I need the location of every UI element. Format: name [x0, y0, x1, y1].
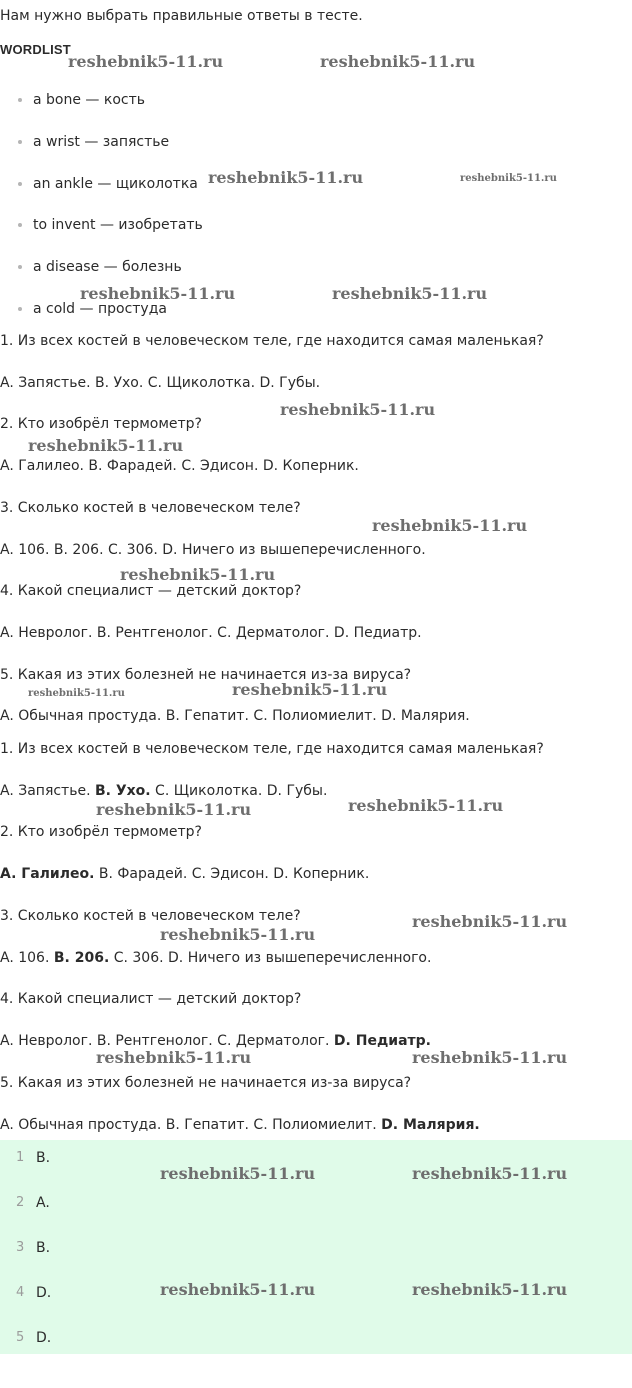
watermark: reshebnik5-11.ru [120, 565, 276, 584]
answer-number: 1 [16, 1150, 25, 1165]
watermark: reshebnik5-11.ru [28, 436, 184, 455]
watermark: reshebnik5-11.ru [412, 1048, 568, 1067]
watermark: reshebnik5-11.ru [348, 796, 504, 815]
question-text: 4. Какой специалист — детский доктор? [0, 583, 302, 599]
correct-answer: D. Педиатр. [333, 1033, 431, 1049]
answered-options: A. Запястье. B. Ухо. C. Щиколотка. D. Губы. [0, 783, 328, 799]
answer-number: 4 [16, 1285, 25, 1300]
wordlist-item: an ankle — щиколотка [18, 174, 198, 194]
watermark: reshebnik5-11.ru [160, 1280, 316, 1299]
bullet-icon [18, 182, 22, 186]
bullet-icon [18, 98, 22, 102]
wordlist-item: a cold — простуда [18, 299, 167, 319]
correct-answer: B. 206. [53, 950, 110, 966]
answered-question-text: 1. Из всех костей в человеческом теле, где находится самая маленькая? [0, 741, 544, 757]
answer-value: D. [36, 1285, 52, 1301]
answered-question-text: 4. Какой специалист — детский доктор? [0, 991, 302, 1007]
question-options: A. Невролог. B. Рентгенолог. C. Дерматолог. D. Педиатр. [0, 625, 422, 641]
watermark: reshebnik5-11.ru [160, 1164, 316, 1183]
watermark: reshebnik5-11.ru [280, 400, 436, 419]
correct-answer: D. Малярия. [381, 1117, 480, 1133]
answer-value: A. [36, 1195, 50, 1211]
watermark: reshebnik5-11.ru [68, 52, 224, 71]
answer-value: B. [36, 1150, 51, 1166]
question-text: 1. Из всех костей в человеческом теле, где находится самая маленькая? [0, 333, 544, 349]
answer-value: B. [36, 1240, 51, 1256]
answered-options: A. Галилео. B. Фарадей. C. Эдисон. D. Коперник. [0, 866, 370, 882]
answered-question-text: 2. Кто изобрёл термометр? [0, 824, 202, 840]
wordlist-item: to invent — изобретать [18, 215, 203, 235]
answered-options: A. Невролог. B. Рентгенолог. C. Дерматолог. D. Педиатр. [0, 1033, 431, 1049]
answer-number: 3 [16, 1240, 25, 1255]
watermark: reshebnik5-11.ru [232, 680, 388, 699]
watermark: reshebnik5-11.ru [96, 1048, 252, 1067]
watermark: reshebnik5-11.ru [412, 1164, 568, 1183]
wordlist-item: a disease — болезнь [18, 257, 182, 277]
watermark: reshebnik5-11.ru [208, 168, 364, 187]
wordlist-item: a bone — кость [18, 90, 145, 110]
watermark: reshebnik5-11.ru [160, 925, 316, 944]
watermark: reshebnik5-11.ru [28, 688, 125, 699]
watermark: reshebnik5-11.ru [96, 800, 252, 819]
bullet-icon [18, 140, 22, 144]
bullet-icon [18, 265, 22, 269]
watermark: reshebnik5-11.ru [80, 284, 236, 303]
question-text: 2. Кто изобрёл термометр? [0, 416, 202, 432]
answered-options: A. Обычная простуда. B. Гепатит. C. Полиомиелит. D. Малярия. [0, 1117, 480, 1133]
question-options: A. Запястье. B. Ухо. C. Щиколотка. D. Губы. [0, 375, 321, 391]
watermark: reshebnik5-11.ru [460, 173, 557, 184]
answer-value: D. [36, 1330, 52, 1346]
correct-answer: A. Галилео. [0, 866, 95, 882]
bullet-icon [18, 307, 22, 311]
watermark: reshebnik5-11.ru [412, 912, 568, 931]
answer-number: 5 [16, 1330, 25, 1345]
watermark: reshebnik5-11.ru [320, 52, 476, 71]
watermark: reshebnik5-11.ru [372, 516, 528, 535]
question-options: A. Обычная простуда. B. Гепатит. C. Полиомиелит. D. Малярия. [0, 708, 470, 724]
wordlist-item: a wrist — запястье [18, 132, 169, 152]
correct-answer: B. Ухо. [94, 783, 151, 799]
question-options: A. 106. B. 206. C. 306. D. Ничего из вышеперечисленного. [0, 542, 426, 558]
answered-question-text: 3. Сколько костей в человеческом теле? [0, 908, 301, 924]
watermark: reshebnik5-11.ru [332, 284, 488, 303]
question-options: A. Галилео. B. Фарадей. C. Эдисон. D. Коперник. [0, 458, 359, 474]
answered-question-text: 5. Какая из этих болезней не начинается из-за вируса? [0, 1075, 412, 1091]
answer-number: 2 [16, 1195, 25, 1210]
question-text: 3. Сколько костей в человеческом теле? [0, 500, 301, 516]
watermark: reshebnik5-11.ru [412, 1280, 568, 1299]
intro-text: Нам нужно выбрать правильные ответы в тесте. [0, 8, 363, 24]
question-text: 5. Какая из этих болезней не начинается из-за вируса? [0, 667, 412, 683]
answered-options: A. 106. B. 206. C. 306. D. Ничего из вышеперечисленного. [0, 950, 432, 966]
bullet-icon [18, 223, 22, 227]
wordlist-heading: WORDLIST [0, 42, 71, 57]
